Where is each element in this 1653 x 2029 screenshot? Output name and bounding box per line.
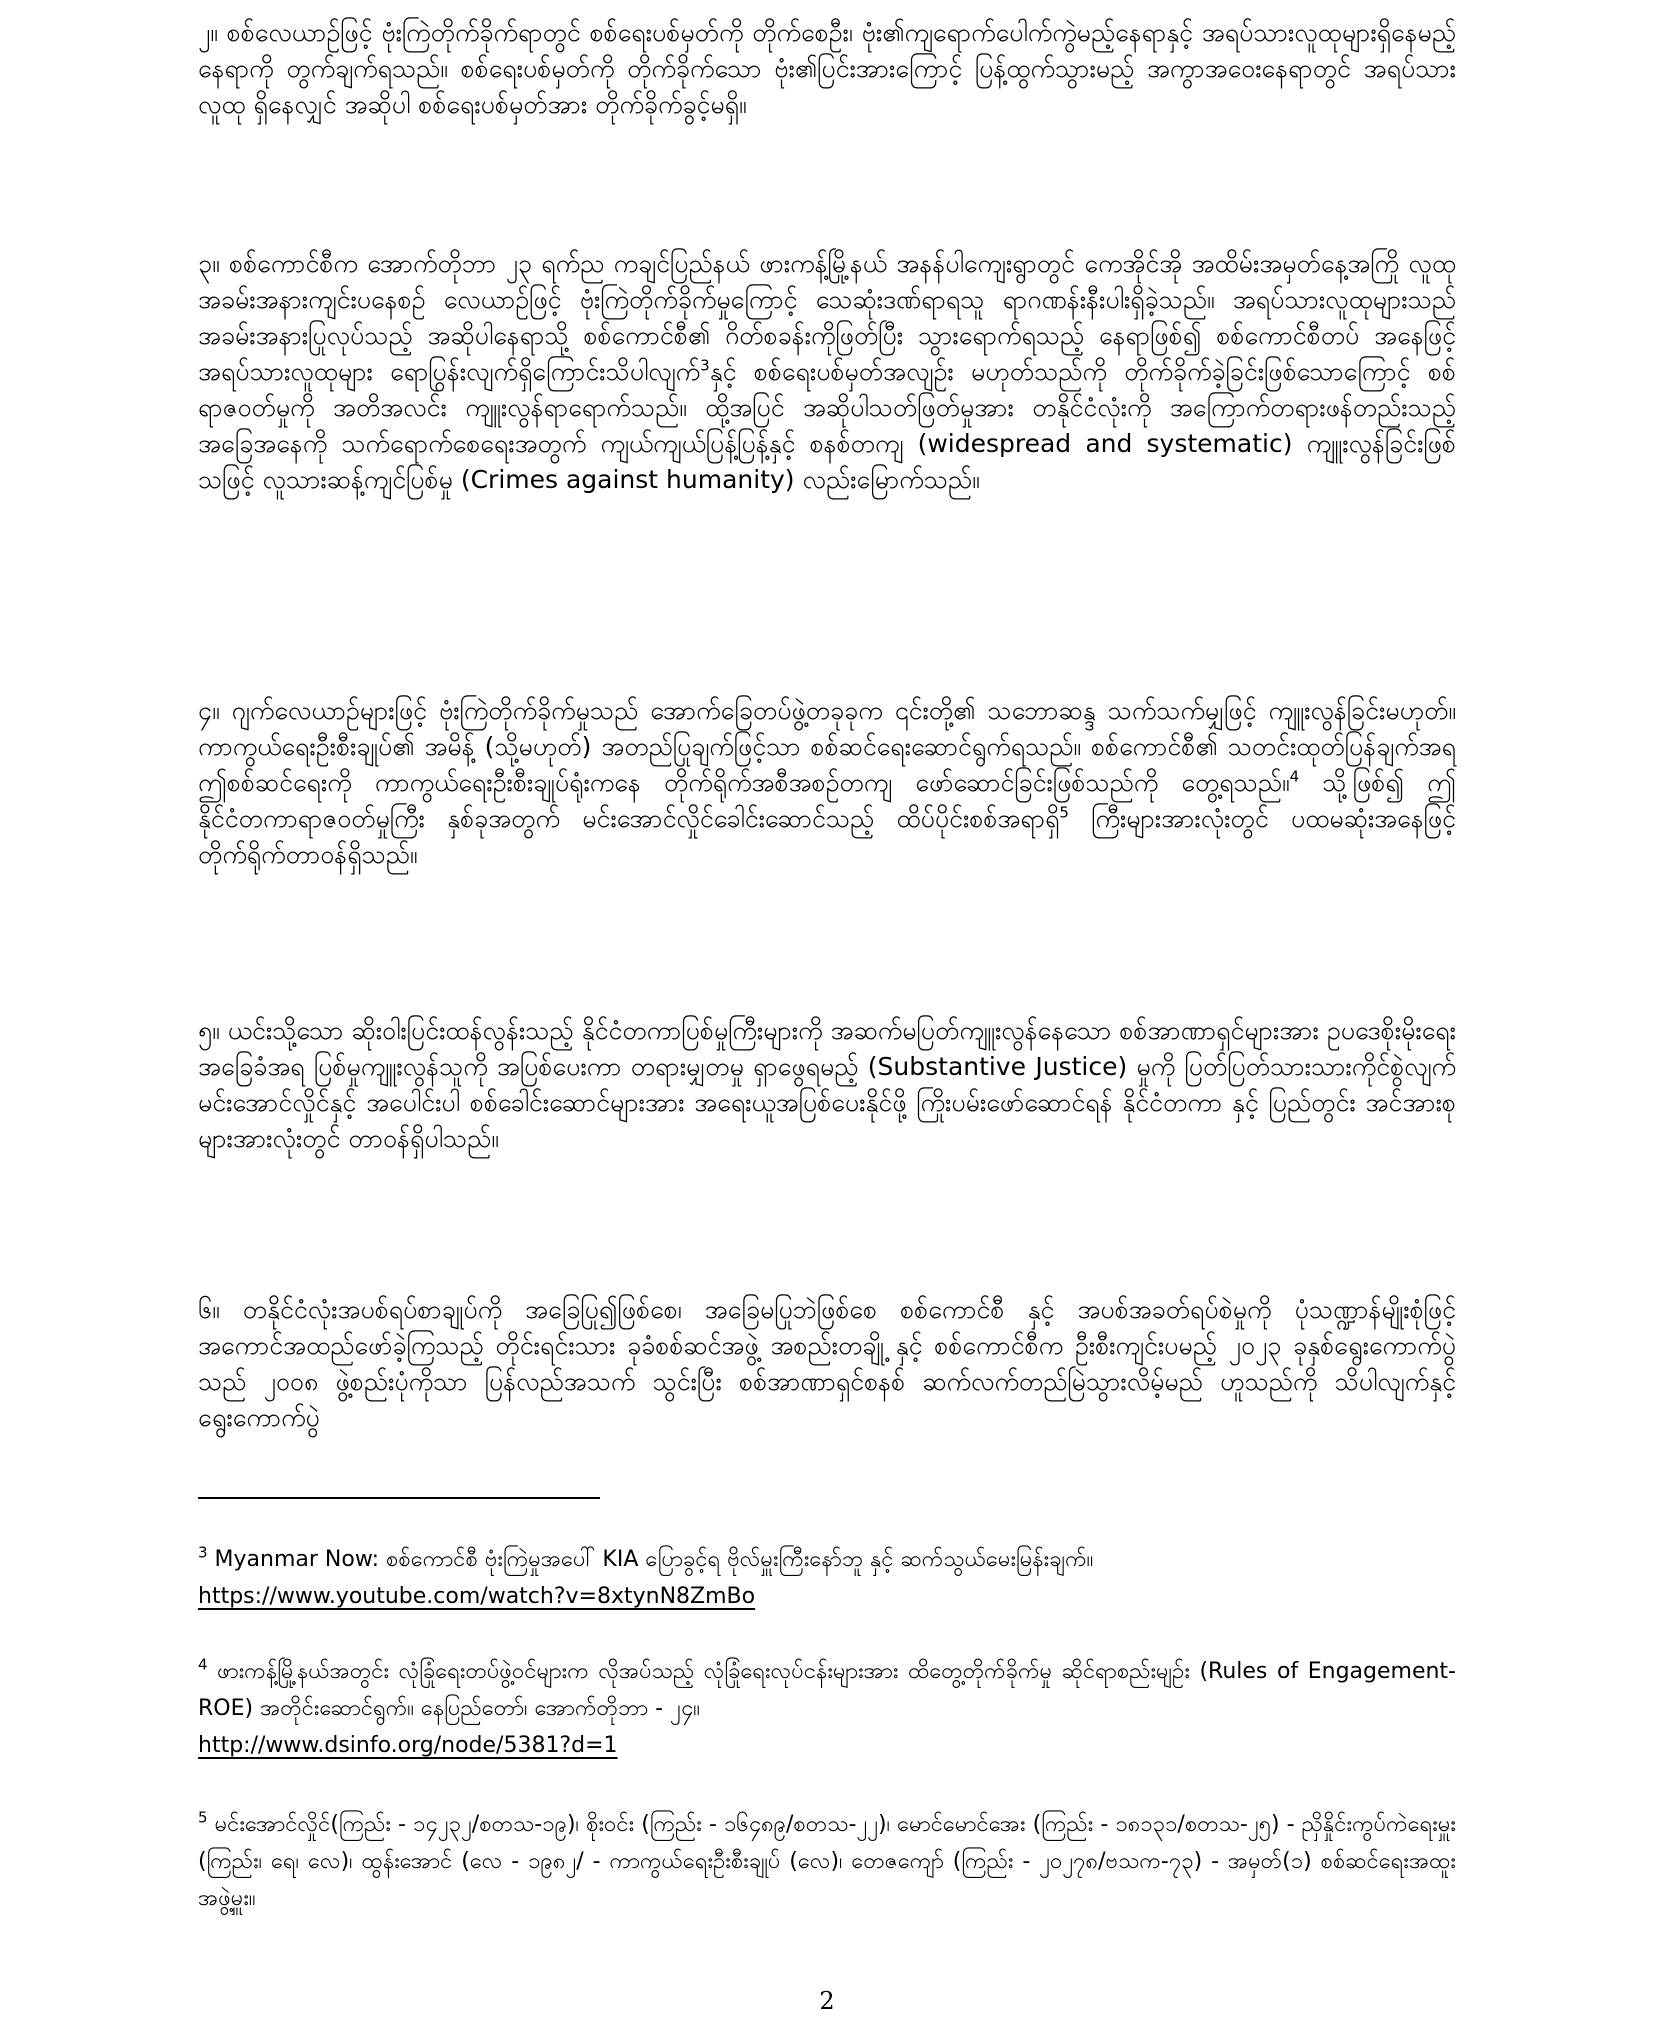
paragraph-2 bbox=[198, 15, 1456, 123]
footnote-separator bbox=[198, 1497, 600, 1499]
footnote-3-link[interactable]: https://www.youtube.com/watch?v=8xtynN8ZmBo bbox=[198, 1584, 756, 1609]
footnote-3 bbox=[198, 1541, 1456, 1615]
paragraph-5 bbox=[198, 1013, 1456, 1157]
document-page bbox=[198, 0, 1456, 2029]
footnote-ref-4[interactable]: 4 bbox=[1289, 767, 1300, 786]
paragraph-2-text: ၂။ စစ်လေယာဉ်ဖြင့် ဗုံးကြဲတိုက်ခိုက်ရာတွင် စစ်ရေးပစ်မှတ်ကို တိုက်စေဦး၊ ဗုံး၏ကျရောက်ပေါက်ကွဲမည့်နေရာနှင့် အရပ်သားလူထုများရှိနေမည့်နေရာကို တွက်ချက်ရသည်။ စစ်ရေးပစ်မှတ်ကို တိုက်ခိုက်သော ဗုံး၏ပြင်းအားကြောင့် ပြန့်ထွက်သွားမည့် အကွာအဝေးနေရာတွင် အရပ်သားလူထု ရှိနေလျှင် အဆိုပါ စစ်ရေးပစ်မှတ်အား တိုက်ခိုက်ခွင့်မရှိ။ bbox=[198, 18, 1456, 119]
footnote-5-text: မင်းအောင်လှိုင်(ကြည်း - ၁၄၂၃၂/စတသ-၁၉)၊ စိုးဝင်း (ကြည်း - ၁၆၄၈၉/စတသ-၂၂)၊ မောင်မောင်အေး (ကြည်း - ၁၈၁၃၁/စတသ-၂၅) - ညှိနှိုင်းကွပ်ကဲရေးမှူး (ကြည်း၊ ရေ၊ လေ)၊ ထွန်းအောင် (လေ - ၁၉၈၂/ - ကာကွယ်ရေးဦးစီးချုပ် (လေ)၊ တေဇကျော် (ကြည်း - ၂၀၂၇၈/ဗသက-၇၃) - အမှတ်(၁) စစ်ဆင်ရေးအထူးအဖွဲ့မှူး။ bbox=[198, 1812, 1456, 1911]
paragraph-4 bbox=[198, 693, 1456, 873]
footnote-4-number: 4 bbox=[198, 1655, 208, 1674]
page-number: 2 bbox=[819, 1987, 835, 2015]
footnote-3-text: Myanmar Now: စစ်ကောင်စီ ဗုံးကြဲမှုအပေါ် KIA ပြောခွင့်ရ ဗိုလ်မှူးကြီးနော်ဘူ နှင့် ဆက်သွယ်မေးမြန်းချက်။ bbox=[207, 1547, 1094, 1572]
paragraph-3 bbox=[198, 246, 1456, 498]
footnote-ref-5[interactable]: 5 bbox=[1059, 803, 1069, 822]
footnote-3-number: 3 bbox=[198, 1543, 208, 1562]
paragraph-3-text-a: ၃။ စစ်ကောင်စီက အောက်တိုဘာ ၂၃ ရက်ည ကချင်ပြည်နယ် ဖားကန့်မြို့နယ် အနန်ပါကျေးရွာတွင် ကေအိုင်အို အထိမ်းအမှတ်နေ့အကြို လူထုအခမ်းအနားကျင်းပနေစဉ် လေယာဉ်ဖြင့် ဗုံးကြဲတိုက်ခိုက်မှုကြောင့် သေဆုံးဒဏ်ရာရသူ ရာဂဏန်းနီးပါးရှိခဲ့သည်။ အရပ်သားလူထုများသည် အခမ်းအနားပြုလုပ်သည့် အဆိုပါနေရာသို့ စစ်ကောင်စီ၏ ဂိတ်စခန်းကိုဖြတ်ပြီး သွားရောက်ရသည့် နေရာဖြစ်၍ စစ်ကောင်စီတပ် အနေဖြင့် အရပ်သားလူထုများ ရောပြွန်းလျက်ရှိကြောင်းသိပါလျက် bbox=[198, 249, 1456, 386]
paragraph-6 bbox=[198, 1292, 1456, 1436]
paragraph-4-text-c: ကြီးများအားလုံးတွင် ပထမဆုံးအနေဖြင့် တိုက်ရိုက်တာဝန်ရှိသည်။ bbox=[198, 804, 1456, 869]
footnote-ref-3[interactable]: 3 bbox=[700, 356, 710, 375]
paragraph-6-text: ၆။ တနိုင်ငံလုံးအပစ်ရပ်စာချုပ်ကို အခြေပြု၍ဖြစ်စေ၊ အခြေမပြုဘဲဖြစ်စေ စစ်ကောင်စီ နှင့် အပစ်အခတ်ရပ်စဲမှုကို ပုံသဏ္ဍာန်မျိုးစုံဖြင့် အကောင်အထည်ဖော်ခဲ့ကြသည့် တိုင်းရင်းသား ခုခံစစ်ဆင်အဖွဲ့ အစည်းတချို့ နှင့် စစ်ကောင်စီက ဦးစီးကျင်းပမည့် ၂၀၂၃ ခုနှစ်ရွေးကောက်ပွဲသည် ၂၀၀၈ ဖွဲ့စည်းပုံကိုသာ ပြန်လည်အသက် သွင်းပြီး စစ်အာဏာရှင်စနစ် ဆက်လက်တည်မြဲသွားလိမ့်မည် ဟူသည်ကို သိပါလျက်နှင့် ရွေးကောက်ပွဲ bbox=[198, 1295, 1456, 1432]
paragraph-4-text-a: ၄။ ဂျက်လေယာဉ်များဖြင့် ဗုံးကြဲတိုက်ခိုက်မှုသည် အောက်ခြေတပ်ဖွဲ့တခုခုက ၎င်းတို့၏ သဘောဆန္ဒ သက်သက်မျှဖြင့် ကျူးလွန်ခြင်းမဟုတ်။ ကာကွယ်ရေးဦးစီးချုပ်၏ အမိန့် (သို့မဟုတ်) အတည်ပြုချက်ဖြင့်သာ စစ်ဆင်ရေးဆောင်ရွက်ရသည်။ စစ်ကောင်စီ၏ သတင်းထုတ်ပြန်ချက်အရ ဤစစ်ဆင်ရေးကို ကာကွယ်ရေးဦးစီးချုပ်ရုံးကနေ တိုက်ရိုက်အစီအစဉ်တကျ ဖော်ဆောင်ခြင်းဖြစ်သည်ကို တွေ့ရသည်။ bbox=[198, 696, 1456, 797]
footnote-5 bbox=[198, 1806, 1456, 1917]
paragraph-3-text-b: နှင့် စစ်ရေးပစ်မှတ်အလျဉ်း မဟုတ်သည်ကို တိုက်ခိုက်ခဲ့ခြင်းဖြစ်သောကြောင့် စစ်ရာဇဝတ်မှုကို အတိအလင်း ကျူးလွန်ရာရောက်သည်။ ထို့အပြင် အဆိုပါသတ်ဖြတ်မှုအား တနိုင်ငံလုံးကို အကြောက်တရားဖန်တည်းသည့်အခြေအနေကို သက်ရောက်စေရေးအတွက် ကျယ်ကျယ်ပြန့်ပြန့်နှင့် စနစ်တကျ (widespread and systematic) ကျူးလွန်ခြင်းဖြစ်သဖြင့် လူသားဆန့်ကျင်ပြစ်မှု (Crimes against humanity) လည်းမြောက်သည်။ bbox=[198, 357, 1456, 494]
footnote-4-link[interactable]: http://www.dsinfo.org/node/5381?d=1 bbox=[198, 1733, 618, 1758]
footnote-5-number: 5 bbox=[198, 1808, 208, 1827]
paragraph-5-text: ၅။ ယင်းသို့သော ဆိုးဝါးပြင်းထန်လွန်းသည့် နိုင်ငံတကာပြစ်မှုကြီးများကို အဆက်မပြတ်ကျူးလွန်နေသော စစ်အာဏာရှင်များအား ဥပဒေစိုးမိုးရေးအခြေခံအရ ပြစ်မှုကျူးလွန်သူကို အပြစ်ပေးကာ တရားမျှတမှု ရှာဖွေရမည့် (Substantive Justice) မှုကို ပြတ်ပြတ်သားသားကိုင်စွဲလျက် မင်းအောင်လှိုင်နှင့် အပေါင်းပါ စစ်ခေါင်းဆောင်များအား အရေးယူအပြစ်ပေးနိုင်ဖို့ ကြိုးပမ်းဖော်ဆောင်ရန် နိုင်ငံတကာ နှင့် ပြည်တွင်း အင်အားစုများအားလုံးတွင် တာဝန်ရှိပါသည်။ bbox=[198, 1016, 1456, 1153]
paragraph-4-text-b: သို့ဖြစ်၍ ဤနိုင်ငံတကာရာဇဝတ်မှုကြီး နှစ်ခုအတွက် မင်းအောင်လှိုင်ခေါင်းဆောင်သည့် ထိပ်ပိုင်းစစ်အရာရှိ bbox=[198, 768, 1456, 833]
footnote-4-text: ဖားကန့်မြို့နယ်အတွင်း လုံခြုံရေးတပ်ဖွဲ့ဝင်များက လိုအပ်သည့် လုံခြုံရေးလုပ်ငန်းများအား ထိတွေ့တိုက်ခိုက်မှု ဆိုင်ရာစည်းမျဉ်း (Rules of Engagement-ROE) အတိုင်းဆောင်ရွက်။ နေပြည်တော်၊ အောက်တိုဘာ - ၂၄။ bbox=[198, 1659, 1456, 1721]
footnote-4 bbox=[198, 1653, 1456, 1764]
